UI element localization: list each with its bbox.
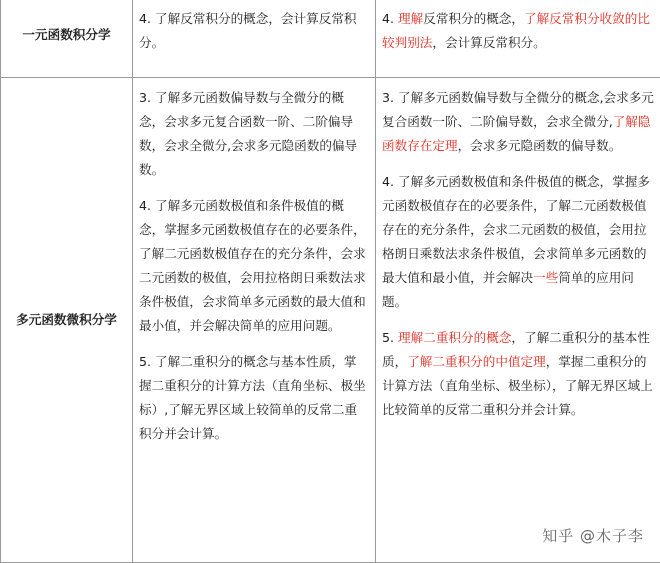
old-syllabus-cell	[133, 0, 376, 78]
zhihu-watermark: 知乎 @木子李	[540, 525, 646, 546]
old-item-4: 4. 了解反常积分的概念，会计算反常积分。	[139, 7, 369, 55]
highlight-text: 了解隐函数存在定理	[382, 114, 650, 153]
new-item-4: 4. 理解反常积分的概念，了解反常积分收敛的比较判别法，会计算反常积分。	[382, 7, 654, 55]
topic-label: 一元函数积分学	[22, 27, 110, 42]
old-item-3: 3. 了解多元函数偏导数与全微分的概念，会求多元复合函数一阶、二阶偏导数，会求全微分,会求多元隐函数的偏导数。	[139, 86, 369, 182]
highlight-text: 理解二重积分的概念	[398, 330, 511, 345]
new-item-4: 4. 了解多元函数极值和条件极值的概念，掌握多元函数极值存在的必要条件，了解二元函数极值存在的充分条件，会求二元函数的极值，会用拉格朗日乘数法求条件极值，会求简单多元函数的最大值和最小值，并会解决一些简单的应用问题。	[382, 170, 654, 314]
highlight-text: 理解	[398, 11, 423, 26]
new-syllabus-cell	[376, 78, 660, 563]
highlight-text: 一些	[533, 270, 558, 285]
topic-cell	[1, 0, 133, 78]
new-item-3: 3. 了解多元函数偏导数与全微分的概念,会求多元复合函数一阶、二阶偏导数，会求全微分,了解隐函数存在定理，会求多元隐函数的偏导数。	[382, 86, 654, 158]
old-syllabus-cell	[133, 78, 376, 563]
table-row	[1, 78, 660, 563]
topic-label: 多元函数微积分学	[16, 312, 117, 327]
new-item-5: 5. 理解二重积分的概念，了解二重积分的基本性质，了解二重积分的中值定理，掌握二重积分的计算方法（直角坐标、极坐标），了解无界区域上比较简单的反常二重积分并会计算。	[382, 326, 654, 422]
highlight-text: 了解反常积分收敛的比较判别法	[382, 11, 650, 50]
old-item-5: 5. 了解二重积分的概念与基本性质，掌握二重积分的计算方法（直角坐标、极坐标）,了解无界区域上较简单的反常二重积分并会计算。	[139, 350, 369, 446]
highlight-text: 了解二重积分的中值定理	[407, 354, 546, 369]
new-syllabus-cell	[376, 0, 660, 78]
table-row	[1, 0, 660, 78]
topic-cell	[1, 78, 133, 563]
old-item-4: 4. 了解多元函数极值和条件极值的概念，掌握多元函数极值存在的必要条件，了解二元函数极值存在的充分条件，会求二元函数的极值，会用拉格朗日乘数法求条件极值，会求简单多元函数的最大值和最小值，并会解决简单的应用问题。	[139, 194, 369, 338]
